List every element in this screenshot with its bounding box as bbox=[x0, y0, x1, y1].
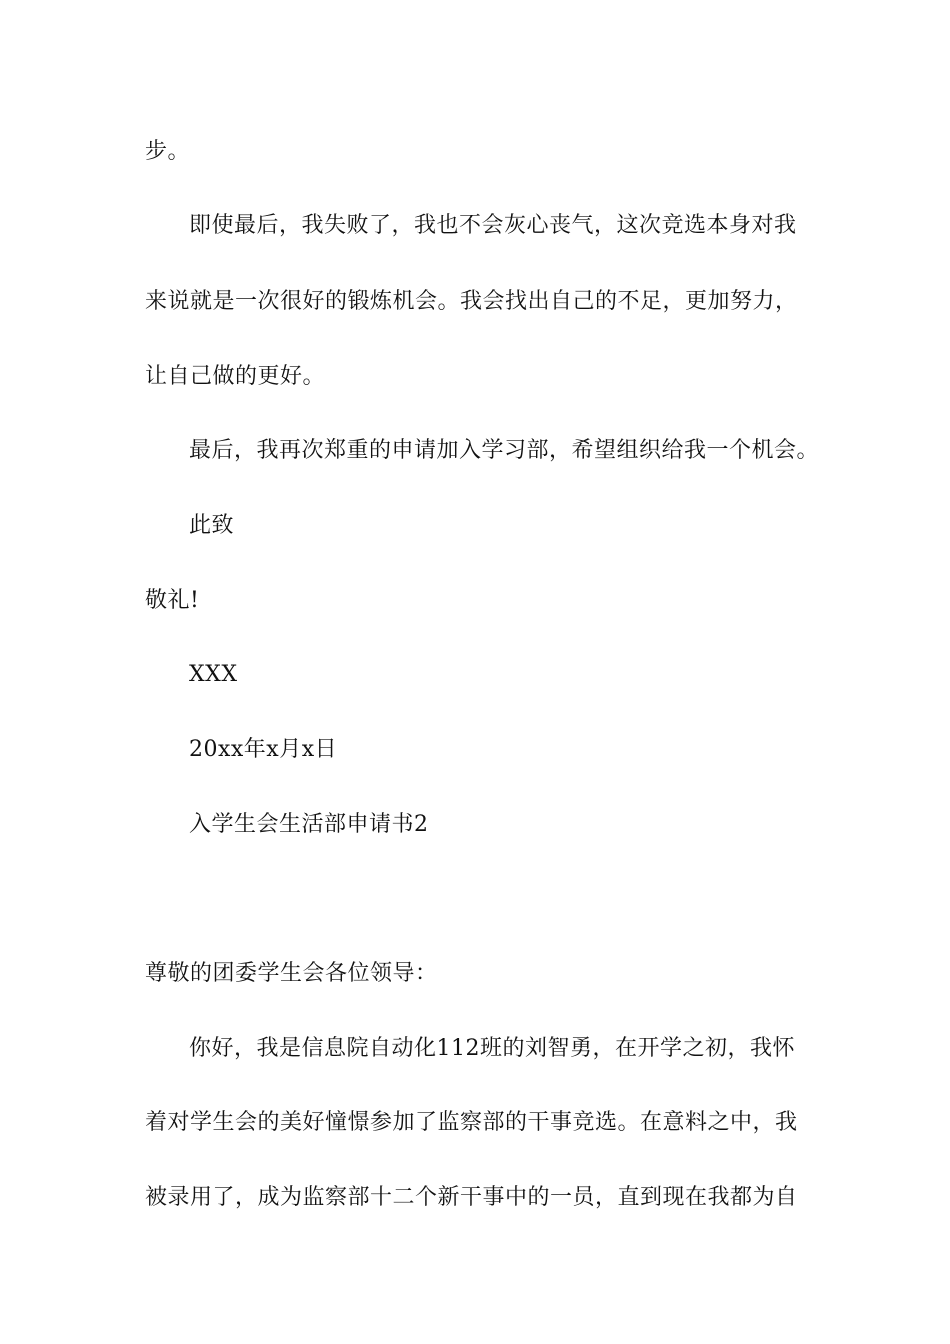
text-line: 来说就是一次很好的锻炼机会。我会找出自己的不足，更加努力， bbox=[145, 289, 798, 314]
text-line: 着对学生会的美好憧憬参加了监察部的干事竞选。在意料之中，我 bbox=[145, 1110, 798, 1135]
text-line: 你好，我是信息院自动化112班的刘智勇，在开学之初，我怀 bbox=[189, 1036, 795, 1061]
text-line: XXX bbox=[189, 662, 238, 687]
text-line: 此致 bbox=[189, 513, 235, 538]
date-line: 20xx年x月x日 bbox=[189, 737, 338, 762]
text-line: 最后，我再次郑重的申请加入学习部，希望组织给我一个机会。 bbox=[189, 438, 820, 463]
salutation: 尊敬的团委学生会各位领导： bbox=[145, 961, 438, 986]
text-line: 敬礼! bbox=[145, 588, 200, 613]
text-line: 被录用了，成为监察部十二个新干事中的一员，直到现在我都为自 bbox=[145, 1185, 798, 1210]
section-title: 入学生会生活部申请书2 bbox=[189, 812, 429, 837]
text-line: 让自己做的更好。 bbox=[145, 364, 326, 389]
text-line: 即使最后，我失败了，我也不会灰心丧气，这次竞选本身对我 bbox=[189, 213, 797, 238]
text-line: 步。 bbox=[145, 139, 191, 164]
